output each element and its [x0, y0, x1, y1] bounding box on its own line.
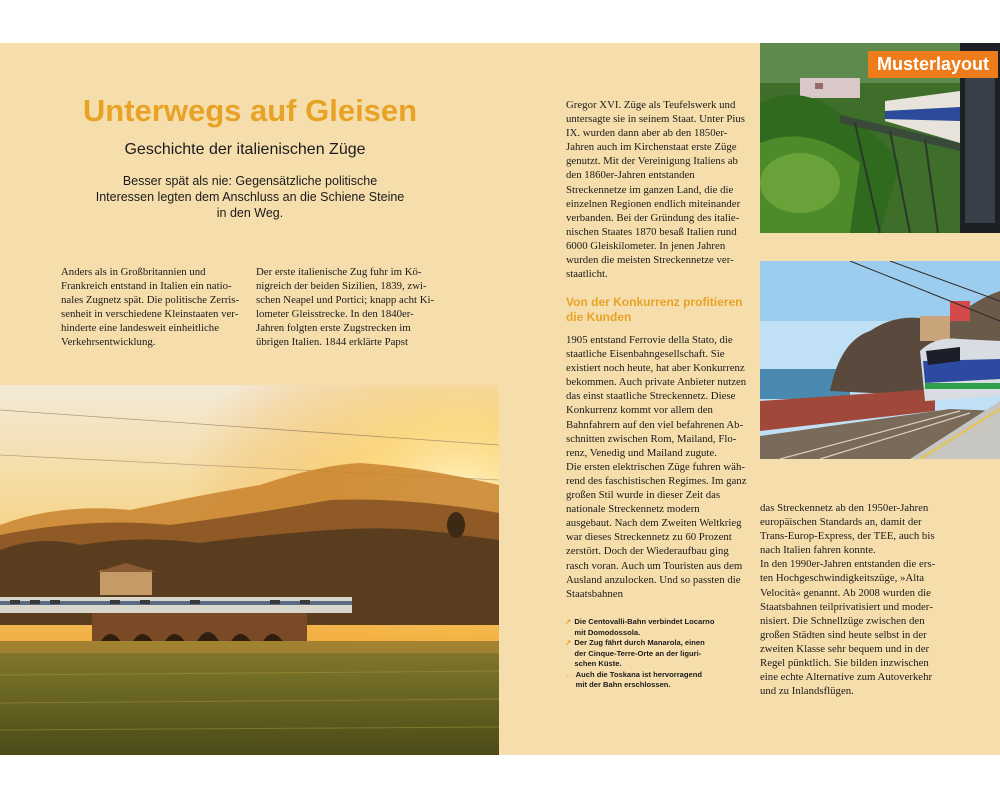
paragraph: Anders als in Großbritannien und Frankreich entstand in Italien ein nationales Zugnetz spät. Die politische Zerrissenheit in verschiedene Kleinstaaten verhinderte eine landesweit einheitliche Verkehrsentwicklung. [61, 266, 240, 349]
photo-manarola-graphic [760, 261, 1000, 459]
photo-manarola-train [760, 261, 1000, 459]
text-column-3 [566, 333, 748, 601]
caption-text: Auch die Toskana ist hervorragend mit der Bahn erschlossen. [575, 669, 703, 689]
article-title: Unterwegs auf Gleisen [82, 93, 418, 128]
paragraph: In den 1990er-Jahren entstanden die ersten Hochgeschwindigkeitszüge, »Alta Velocità« genannt. Ab 2008 wurden die Staatsbahnen teilprivatisiert und modernisiert. Die Schnellzüge zwischen den großen Städten sind heute selbst in der zweiten Klasse sehr bequem und in der Regel pünktlich. Sie bilden inzwischen eine echte Alternative zum Autoverkehr und zu Inlandsflügen. [760, 558, 936, 698]
caption-item [565, 670, 715, 691]
photo-centovalli-bridge [760, 43, 1000, 233]
arrow-left-icon: ← [565, 669, 573, 679]
photo-captions [565, 617, 715, 691]
text-column-4 [760, 501, 942, 698]
caption-item [565, 638, 715, 670]
article-subtitle: Geschichte der italienischen Züge [124, 141, 366, 158]
paragraph: 1905 entstand Ferrovie della Stato, die staatliche Eisenbahngesellschaft. Sie existiert noch heute, hat aber Konkurrenz bekommen. Auch private Anbieter nutzen das einst staatliche Streckennetz. Diese Konkurrenz kommt vor allem den Bahnfahrern auf den viel befahrenen Abschnitten zwischen Rom, Mailand, Florenz, Venedig und Mailand zugute. [566, 334, 747, 459]
arrow-up-right-icon: ↗ [565, 617, 572, 626]
caption-text: Der Zug fährt durch Manarola, einen der Cinque-Terre-Orte an der ligurischen Küste. [574, 638, 705, 668]
text-column-3-top [566, 98, 748, 281]
article-intro: Besser spät als nie: Gegensätzliche politische Interessen legten dem Anschluss an die Schiene Steine in den Weg. [95, 174, 405, 220]
text-column-1 [61, 265, 243, 350]
paragraph: Die ersten elektrischen Züge fuhren während des faschistischen Regimes. Im ganz großen Stil wurde in dieser Zeit das nationale Streckennetz modern ausgebaut. Nach dem Zweiten Weltkrieg war dieses Streckennetz zu 60 Prozent zerstört. Doch der Wiederaufbau ging rasch voran. Auch um Touristen aus dem Ausland anzulocken. Und so passten die Staatsbahnen [566, 460, 747, 600]
paragraph: das Streckennetz ab den 1950er-Jahren europäischen Standards an, damit der Trans-Europ-Express, der TEE, auch bis nach Italien fahren konnte. [760, 502, 935, 557]
arrow-up-right-icon: ↗ [565, 638, 572, 647]
paragraph: Der erste italienische Zug fuhr im Königreich der beiden Sizilien, 1839, zwischen Neapel und Portici; knapp acht Kilometer Gleisstrecke. In den 1840er-Jahren folgten erste Zugstrecken im übrigen Italien. 1844 erklärte Papst [256, 266, 435, 349]
photo-tuscany-train [0, 385, 499, 755]
photo-tuscany-graphic [0, 385, 499, 755]
text-column-2 [256, 265, 436, 350]
section-subhead: Von der Konkurrenz profitieren die Kunden [566, 295, 743, 324]
caption-text: Die Centovalli-Bahn verbindet Locarno mit Domodossola. [574, 617, 715, 637]
magazine-spread [0, 43, 1000, 755]
paragraph: Gregor XVI. Züge als Teufelswerk und untersagte sie in seinem Staat. Unter Pius IX. wurden dann aber ab den 1850er-Jahren auch im Kirchenstaat erste Züge genutzt. Mit der Vereinigung Italiens ab den 1860er-Jahren entstanden Streckennetze im ganzen Land, die die einzelnen Regionen endlich miteinander verbanden. Bei der Gründung des italienischen Staates 1870 besaß Italien rund 6000 Gleiskilometer. In jenen Jahren wurden die meisten Streckennetze verstaatlicht. [566, 99, 746, 281]
musterlayout-badge: Musterlayout [868, 51, 998, 78]
caption-item [565, 617, 715, 638]
